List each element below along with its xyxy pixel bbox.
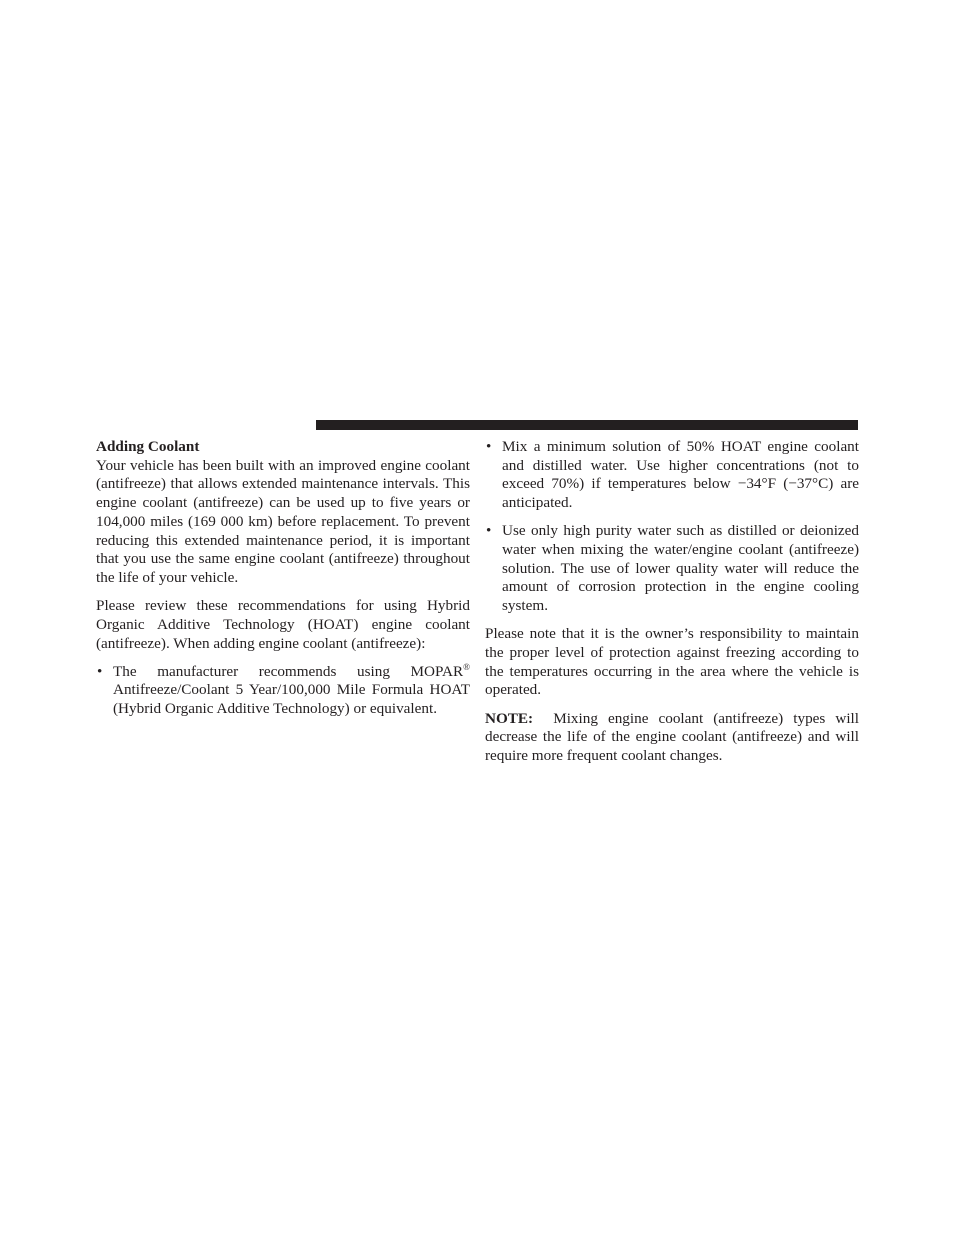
note-label: NOTE: [485, 709, 534, 727]
bullet-text: Mix a minimum solution of 50% HOAT engine coolant and distilled water. Use higher concentrations (not to exceed 70%) if temperatures below −34°F (−37°C) are anticipated. [502, 438, 859, 512]
left-column [96, 438, 470, 728]
left-bullet-list [96, 663, 470, 719]
section-heading: Adding Coolant [96, 438, 200, 455]
bullet-text: Use only high purity water such as distilled or deionized water when mixing the water/engine coolant (antifreeze) solution. The use of lower quality water will reduce the amount of corrosion protection in the engine cooling system. [502, 522, 859, 615]
list-item [96, 663, 470, 719]
bullet-icon: • [486, 522, 492, 540]
intro-paragraph: Your vehicle has been built with an improved engine coolant (antifreeze) that allows extended maintenance intervals. This engine coolant (antifreeze) can be used up to five years or 104,000 miles (169 000 km) before replacement. To prevent reducing this extended maintenance period, it is important that you use the same engine coolant (antifreeze) throughout the life of your vehicle. [96, 456, 470, 586]
review-paragraph: Please review these recommendations for using Hybrid Organic Additive Technology (HOAT) engine coolant (antifreeze). When adding engine coolant (antifreeze): [96, 597, 470, 652]
bullet-icon: • [97, 662, 103, 680]
bullet-text-end: Antifreeze/Coolant 5 Year/100,000 Mile Formula HOAT (Hybrid Organic Additive Technology) or equivalent. [113, 681, 470, 718]
note-text: Mixing engine coolant (antifreeze) types will decrease the life of the engine coolant (antifreeze) and will require more frequent coolant changes. [485, 709, 859, 765]
list-item [485, 522, 859, 616]
right-column [485, 438, 859, 775]
responsibility-paragraph: Please note that it is the owner’s responsibility to maintain the proper level of protection against freezing according to the temperatures occurring in the area where the vehicle is operated. [485, 625, 859, 699]
bullet-icon: • [486, 438, 492, 455]
registered-mark: ® [463, 661, 470, 672]
section-header-rule [316, 420, 858, 430]
bullet-text-start: The manufacturer recommends using MOPAR [113, 662, 464, 680]
note-paragraph [485, 710, 859, 766]
list-item [485, 438, 859, 513]
right-bullet-list [485, 438, 859, 616]
